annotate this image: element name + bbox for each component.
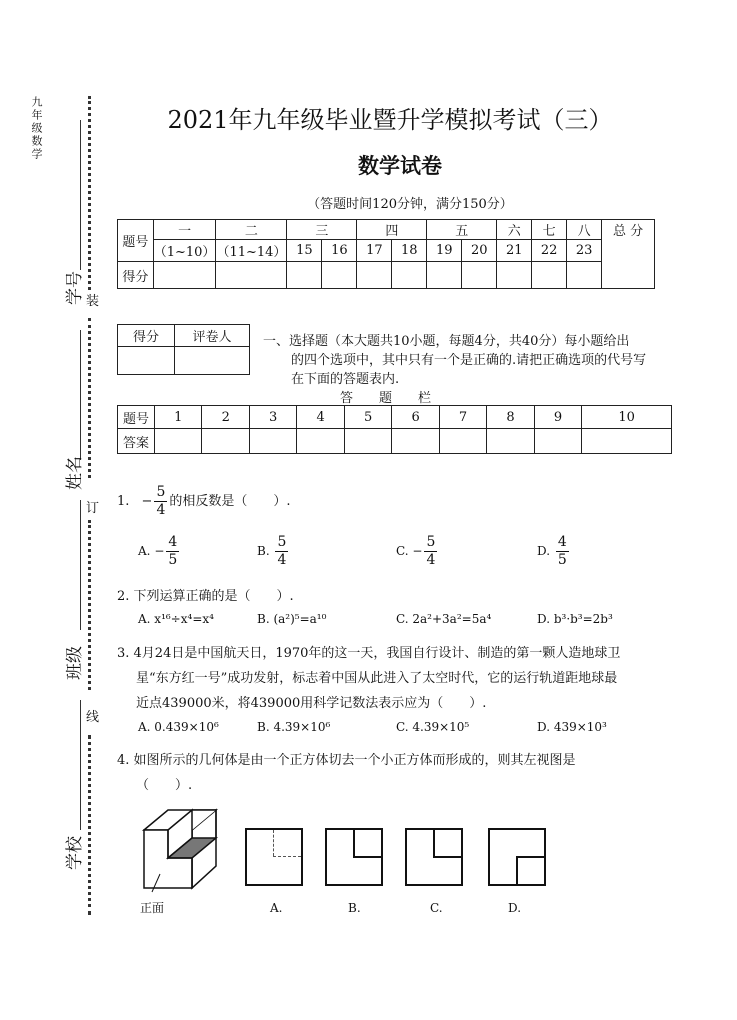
answer-blank[interactable]	[155, 429, 202, 454]
score-label: 得分	[118, 262, 154, 289]
section-cell: 八	[567, 220, 602, 240]
question-3-line1: 3. 4月24日是中国航天日，1970年的这一天，我国自行设计、制造的第一颗人造地球卫	[117, 646, 621, 661]
bind-xian: 线	[86, 706, 99, 725]
section-cell: 七	[532, 220, 567, 240]
question-3-line3: 近点439000米，将439000用科学记数法表示应为（ ）.	[136, 696, 487, 711]
q1-fraction	[154, 484, 167, 519]
front-label: 正面	[140, 901, 165, 915]
q4-option-d-label: D.	[508, 901, 522, 915]
opt-sign: −	[154, 544, 165, 558]
answer-table	[117, 405, 672, 454]
name-underline	[80, 330, 81, 460]
student-id-underline	[80, 120, 81, 270]
q1-minus: −	[141, 494, 153, 509]
answer-num: 5	[344, 406, 391, 429]
answer-blank[interactable]	[392, 429, 439, 454]
q4-option-a-figure[interactable]	[245, 828, 303, 886]
q2-option-b[interactable]: B. (a²)⁵=a¹⁰	[257, 612, 327, 626]
q1-option-b[interactable]	[257, 534, 290, 569]
q3-option-a[interactable]: A. 0.439×10⁶	[138, 720, 219, 734]
number-cell: 23	[567, 240, 602, 262]
opt-label: C.	[396, 544, 409, 558]
opt-label: A.	[138, 544, 151, 558]
opt-num: 5	[426, 534, 436, 550]
opt-den: 5	[557, 552, 567, 568]
question-4-line2: （ ）.	[136, 778, 193, 793]
q2-option-a[interactable]: A. x¹⁶÷x⁴=x⁴	[138, 612, 214, 626]
q2-option-c[interactable]: C. 2a²+3a²=5a⁴	[396, 612, 492, 626]
answer-blank[interactable]	[439, 429, 486, 454]
grader-score-label: 得分	[118, 325, 175, 347]
q1-number: 1.	[117, 494, 130, 509]
opt-label: D.	[537, 544, 551, 558]
number-cell: 17	[357, 240, 392, 262]
answer-label: 答案	[118, 429, 155, 454]
score-blank[interactable]	[322, 262, 357, 289]
section-cell: 二	[216, 220, 287, 240]
question-2: 2. 下列运算正确的是（ ）.	[117, 589, 294, 604]
binding-dots-3	[88, 520, 101, 690]
q4-option-d-figure[interactable]	[488, 828, 546, 886]
score-blank[interactable]	[532, 262, 567, 289]
q1-tail: 的相反数是（ ）.	[169, 494, 291, 509]
opt-fraction	[424, 534, 437, 569]
name-label: 姓名	[65, 456, 85, 490]
q1-option-a[interactable]	[138, 534, 181, 569]
score-blank[interactable]	[567, 262, 602, 289]
q4-option-c-label: C.	[430, 901, 443, 915]
q1-den: 4	[156, 502, 166, 518]
question-1	[117, 484, 291, 519]
answer-num: 7	[439, 406, 486, 429]
answer-bar-title: 答 题 栏	[340, 391, 432, 406]
answer-blank[interactable]	[202, 429, 249, 454]
answer-num: 4	[297, 406, 344, 429]
q3-option-d[interactable]: D. 439×10³	[537, 720, 607, 734]
score-blank[interactable]	[287, 262, 322, 289]
q1-option-d[interactable]	[537, 534, 571, 569]
score-blank[interactable]	[216, 262, 287, 289]
student-id-label: 学号	[65, 271, 85, 305]
opt-den: 5	[168, 552, 178, 568]
section-cell: 一	[153, 220, 216, 240]
number-cell: 18	[392, 240, 427, 262]
q4-option-b-label: B.	[348, 901, 361, 915]
section-cell: 六	[497, 220, 532, 240]
number-cell: （1~10）	[153, 240, 216, 262]
binding-dots-2	[88, 318, 101, 478]
answer-num: 6	[392, 406, 439, 429]
answer-blank[interactable]	[534, 429, 581, 454]
total-cell: 总 分	[602, 220, 655, 289]
grader-box	[117, 324, 250, 375]
exam-title: 2021年九年级毕业暨升学模拟考试（三）	[167, 106, 613, 134]
grader-name-blank[interactable]	[175, 347, 250, 375]
school-underline	[80, 700, 81, 830]
opt-num: 4	[557, 534, 567, 550]
bind-zhuang: 装	[86, 290, 99, 309]
grader-name-label: 评卷人	[175, 325, 250, 347]
instr-line: 在下面的答题表内.	[291, 372, 400, 387]
number-cell: 19	[427, 240, 462, 262]
q3-option-c[interactable]: C. 4.39×10⁵	[396, 720, 470, 734]
answer-blank[interactable]	[487, 429, 534, 454]
answer-num: 1	[155, 406, 202, 429]
question-3-line2: 星“东方红一号”成功发射，标志着中国从此进入了太空时代，它的运行轨道距地球最	[136, 671, 618, 686]
answer-blank[interactable]	[344, 429, 391, 454]
section-cell: 五	[427, 220, 497, 240]
answer-num: 3	[249, 406, 296, 429]
opt-den: 4	[426, 552, 436, 568]
q2-option-d[interactable]: D. b³·b³=2b³	[537, 612, 613, 626]
score-row-label: 题号	[118, 220, 154, 262]
q4-option-a-label: A.	[270, 901, 283, 915]
opt-num: 4	[168, 534, 178, 550]
class-label: 班级	[65, 646, 85, 680]
opt-num: 5	[277, 534, 287, 550]
cube-figure	[138, 804, 228, 894]
answer-blank[interactable]	[249, 429, 296, 454]
q3-option-b[interactable]: B. 4.39×10⁶	[257, 720, 331, 734]
opt-fraction	[166, 534, 179, 569]
score-blank[interactable]	[462, 262, 497, 289]
opt-sign: −	[412, 544, 423, 558]
instr-line: 一、选择题（本大题共10小题，每题4分，共40分）每小题给出	[263, 334, 630, 349]
q1-num: 5	[156, 484, 166, 500]
q4-option-b-figure[interactable]	[325, 828, 383, 886]
score-table	[117, 219, 655, 289]
binding-dots-1	[88, 96, 101, 296]
q4-option-c-figure[interactable]	[405, 828, 463, 886]
number-cell: 15	[287, 240, 322, 262]
score-blank[interactable]	[427, 262, 462, 289]
corner-label: 九年级数学	[30, 96, 43, 161]
score-blank[interactable]	[392, 262, 427, 289]
bind-ding: 订	[86, 497, 99, 516]
answer-blank[interactable]	[582, 429, 672, 454]
exam-note: （答题时间120分钟，满分150分）	[307, 197, 513, 212]
instr-line: 的四个选项中，其中只有一个是正确的.请把正确选项的代号写	[291, 353, 647, 368]
opt-fraction	[556, 534, 569, 569]
number-cell: 20	[462, 240, 497, 262]
opt-fraction	[275, 534, 288, 569]
grader-score-blank[interactable]	[118, 347, 175, 375]
opt-label: B.	[257, 544, 270, 558]
answer-num: 8	[487, 406, 534, 429]
number-cell: 21	[497, 240, 532, 262]
school-label: 学校	[65, 836, 85, 870]
answer-row-label: 题号	[118, 406, 155, 429]
answer-blank[interactable]	[297, 429, 344, 454]
section-cell: 三	[287, 220, 357, 240]
class-underline	[80, 500, 81, 630]
section-cell: 四	[357, 220, 427, 240]
score-blank[interactable]	[497, 262, 532, 289]
binding-dots-4	[88, 735, 101, 915]
number-cell: 22	[532, 240, 567, 262]
q1-option-c[interactable]	[396, 534, 439, 569]
answer-num: 10	[582, 406, 672, 429]
number-cell: （11~14）	[216, 240, 287, 262]
score-blank[interactable]	[357, 262, 392, 289]
score-blank[interactable]	[153, 262, 216, 289]
number-cell: 16	[322, 240, 357, 262]
opt-den: 4	[277, 552, 287, 568]
answer-num: 9	[534, 406, 581, 429]
answer-num: 2	[202, 406, 249, 429]
section1-instructions	[263, 332, 646, 389]
exam-subtitle: 数学试卷	[358, 153, 442, 178]
question-4-line1: 4. 如图所示的几何体是由一个正方体切去一个小正方体而形成的，则其左视图是	[117, 753, 576, 768]
